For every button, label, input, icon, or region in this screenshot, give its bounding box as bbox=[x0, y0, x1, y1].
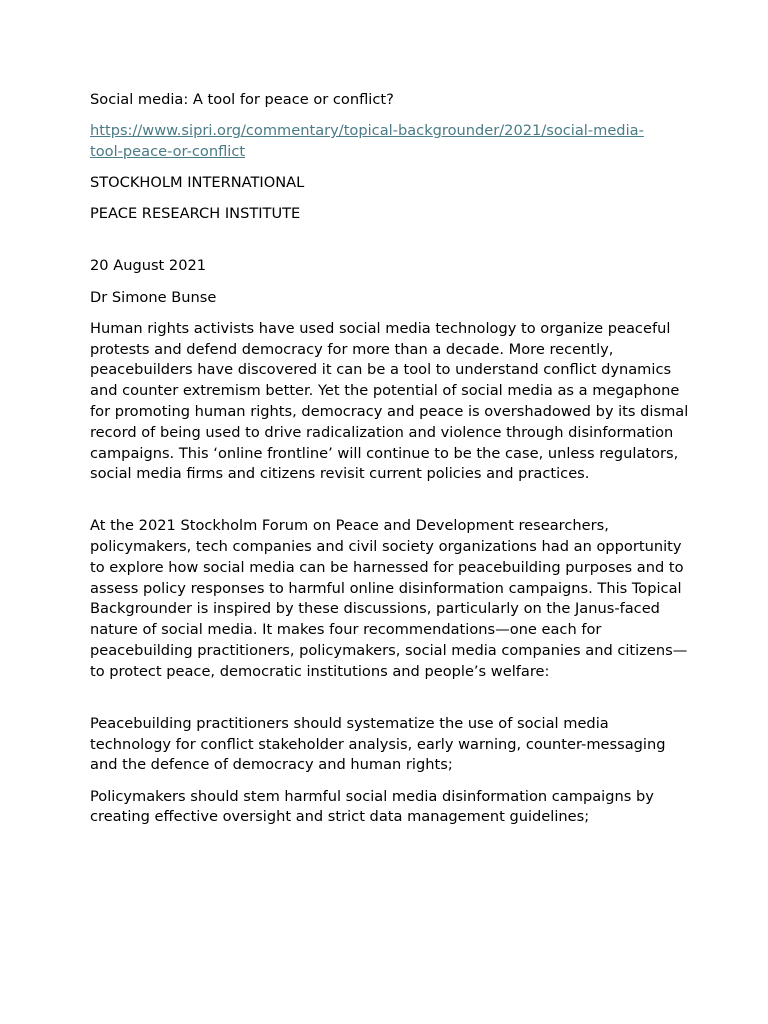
spacer bbox=[90, 495, 690, 516]
source-link-line1: https://www.sipri.org/commentary/topical-backgrounder/2021/social-media- bbox=[90, 122, 644, 140]
body-paragraph-1: Human rights activists have used social media technology to organize peaceful protests and defend democracy for more than a decade. More recently, peacebuilders have discovered it can be a tool to understand conflict dynamics and counter extremism better. Yet the potential of social media as a megaphone for promoting human rights, democracy and peace is overshadowed by its dismal record of being used to drive radicalization and violence through disinformation campaigns. This ‘online frontline’ will continue to be the case, unless regulators, social media firms and citizens revisit current policies and practices. bbox=[90, 319, 689, 483]
source-link-line2: tool-peace-or-conflict bbox=[90, 142, 246, 160]
author-name: Dr Simone Bunse bbox=[90, 288, 217, 306]
organization-name-line2: PEACE RESEARCH INSTITUTE bbox=[90, 205, 301, 223]
document-title: Social media: A tool for peace or conflict? bbox=[90, 91, 394, 108]
organization-name-line1: STOCKHOLM INTERNATIONAL bbox=[90, 174, 305, 192]
document-page bbox=[90, 90, 690, 839]
recommendation-1: Peacebuilding practitioners should systematize the use of social media technology for conflict stakeholder analysis, early warning, counter-messaging and the defence of democracy and human rights; bbox=[90, 714, 666, 774]
spacer bbox=[90, 693, 690, 714]
body-paragraph-2: At the 2021 Stockholm Forum on Peace and Development researchers, policymakers, tech companies and civil society organizations had an opportunity to explore how social media can be harnessed for peacebuilding purposes and to assess policy responses to harmful online disinformation campaigns. This Topical Backgrounder is inspired by these discussions, particularly on the Janus-faced nature of social media. It makes four recommendations—one each for peacebuilding practitioners, policymakers, social media companies and citizens—to protect peace, democratic institutions and people’s welfare: bbox=[90, 517, 688, 680]
publication-date: 20 August 2021 bbox=[90, 257, 207, 275]
recommendation-2: Policymakers should stem harmful social media disinformation campaigns by creating effective oversight and strict data management guidelines; bbox=[90, 787, 654, 826]
spacer bbox=[90, 236, 690, 257]
source-link[interactable] bbox=[90, 121, 690, 163]
